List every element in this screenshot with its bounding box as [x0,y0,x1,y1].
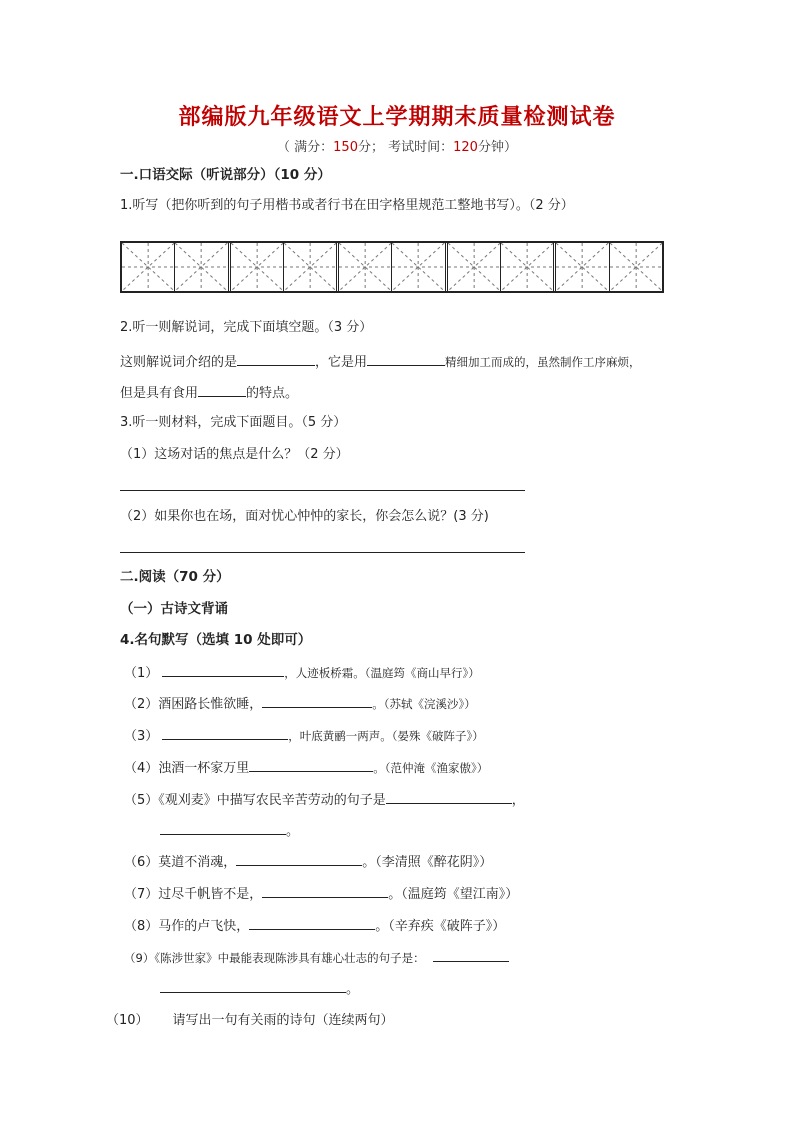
section2-sub-heading: （一）古诗文背诵 [120,601,228,617]
answer-blank[interactable] [433,948,509,962]
question-4: 4.名句默写（选填 10 处即可） [120,632,312,648]
tianzige-cell[interactable] [228,243,283,291]
question-2-line-1: 这则解说词介绍的是 ，它是用 精细加工而成的，虽然制作工序麻烦， [120,352,641,372]
section2-heading: 二.阅读（70 分） [120,569,230,585]
answer-blank[interactable] [386,790,512,804]
answer-blank[interactable] [198,383,246,397]
tianzige-cell[interactable] [122,243,174,291]
page-title: 部编版九年级语文上学期期末质量检测试卷 [178,104,616,130]
question-1: 1.听写（把你听到的句子用楷书或者行书在田字格里规范工整地书写）。（2 分） [120,198,574,213]
answer-blank[interactable] [160,821,286,835]
answer-line[interactable] [120,552,525,553]
tianzige-cell[interactable] [336,243,391,291]
answer-blank[interactable] [160,979,346,993]
question-3-1: （1）这场对话的焦点是什么？（2 分） [120,447,349,462]
answer-blank[interactable] [162,663,284,677]
tianzige-cell[interactable] [445,243,500,291]
tianzige-grid[interactable] [120,241,664,293]
recite-item-10: （10） 请写出一句有关雨的诗句（连续两句） [106,1013,394,1028]
question-2-line-2: 但是具有食用 的特点。 [120,383,298,403]
answer-blank[interactable] [367,352,445,366]
recite-item-5-continued: 。 [160,821,299,841]
recite-item-7: （7）过尽千帆皆不是， 。（温庭筠《望江南》） [124,884,518,904]
tianzige-cell[interactable] [500,243,553,291]
exam-info: （ 满分：150分； 考试时间：120分钟） [277,140,517,155]
answer-blank[interactable] [162,726,288,740]
question-2: 2.听一则解说词，完成下面填空题。（3 分） [120,320,373,335]
recite-item-4: （4）浊酒一杯家万里 。（范仲淹《渔家傲》） [124,758,488,778]
recite-item-5: （5）《观刈麦》中描写农民辛苦劳动的句子是 ， [124,790,525,810]
tianzige-cell[interactable] [283,243,336,291]
answer-blank[interactable] [237,352,315,366]
answer-blank[interactable] [262,694,372,708]
recite-item-3: （3） ，叶底黄鹂一两声。（晏殊《破阵子》） [124,726,484,746]
answer-blank[interactable] [249,916,375,930]
section1-heading: 一.口语交际（听说部分）（10 分） [120,167,331,183]
recite-item-1: （1） ，人迹板桥霜。（温庭筠《商山早行》） [124,663,480,683]
answer-blank[interactable] [236,852,362,866]
answer-line[interactable] [120,490,525,491]
recite-item-8: （8）马作的卢飞快， 。（辛弃疾《破阵子》） [124,916,505,936]
tianzige-cell[interactable] [553,243,608,291]
tianzige-cell[interactable] [174,243,227,291]
answer-blank[interactable] [262,884,388,898]
answer-blank[interactable] [249,758,373,772]
recite-item-2: （2）酒困路长惟欲睡， 。（苏轼《浣溪沙》） [124,694,476,714]
recite-item-9: （9）《陈涉世家》中最能表现陈涉具有雄心壮志的句子是： [124,948,509,967]
exam-time: 120 [453,140,478,155]
question-3-2: （2）如果你也在场，面对忧心忡忡的家长，你会怎么说？(3 分) [120,509,489,524]
tianzige-cell[interactable] [391,243,444,291]
question-3: 3.听一则材料，完成下面题目。（5 分） [120,415,347,430]
full-score: 150 [333,140,358,155]
tianzige-cell[interactable] [609,243,662,291]
recite-item-9-continued: 。 [160,979,359,999]
recite-item-6: （6）莫道不消魂， 。（李清照《醉花阴》） [124,852,492,872]
